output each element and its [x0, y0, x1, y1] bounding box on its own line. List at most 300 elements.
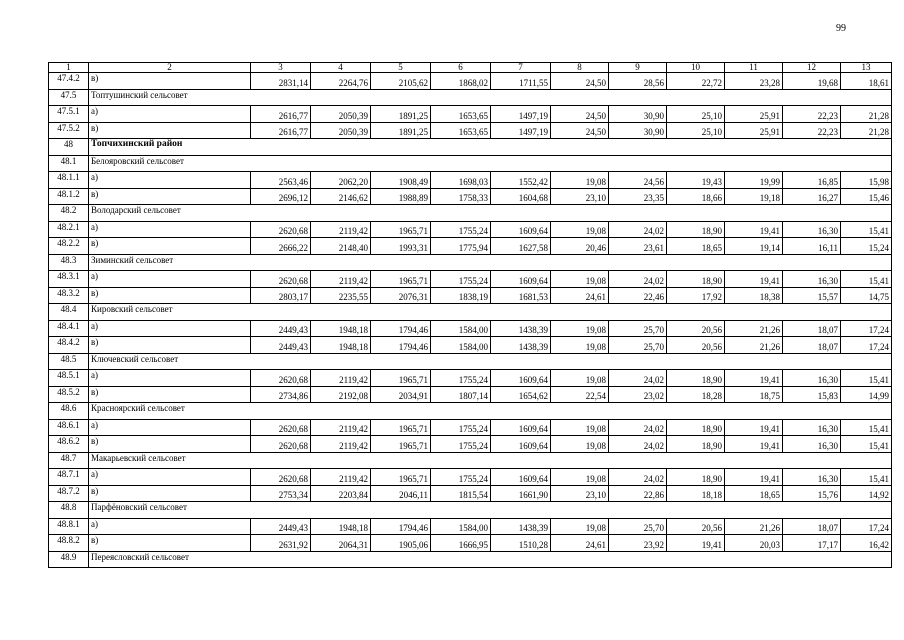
row-code: 48.6.2 — [49, 436, 89, 453]
header-cell: 2 — [89, 63, 251, 73]
value-cell: 1497,19 — [491, 122, 551, 139]
section-title: Переясловский сельсовет — [89, 551, 892, 568]
value-cell: 1794,46 — [371, 320, 431, 337]
value-cell: 2119,42 — [311, 419, 371, 436]
tariff-table — [48, 62, 892, 568]
section-title: Володарский сельсовет — [89, 205, 892, 222]
row-label: а) — [89, 221, 251, 238]
table-row — [49, 469, 892, 486]
value-cell: 22,54 — [551, 386, 609, 403]
value-cell: 18,75 — [725, 386, 783, 403]
value-cell: 25,70 — [609, 518, 667, 535]
value-cell: 14,75 — [841, 287, 892, 304]
value-cell: 24,50 — [551, 106, 609, 123]
value-cell: 18,65 — [725, 485, 783, 502]
value-cell: 19,08 — [551, 436, 609, 453]
value-cell: 2046,11 — [371, 485, 431, 502]
value-cell: 2831,14 — [251, 73, 311, 90]
row-label: в) — [89, 122, 251, 139]
value-cell: 18,90 — [667, 221, 725, 238]
value-cell: 1681,53 — [491, 287, 551, 304]
value-cell: 15,83 — [783, 386, 841, 403]
row-label: в) — [89, 337, 251, 354]
value-cell: 23,10 — [551, 188, 609, 205]
value-cell: 2119,42 — [311, 370, 371, 387]
value-cell: 19,43 — [667, 172, 725, 189]
page-number: 99 — [836, 23, 846, 34]
table-row — [49, 370, 892, 387]
value-cell: 1552,42 — [491, 172, 551, 189]
row-label: а) — [89, 271, 251, 288]
row-code: 48.7.2 — [49, 485, 89, 502]
value-cell: 2064,31 — [311, 535, 371, 552]
value-cell: 2620,68 — [251, 271, 311, 288]
value-cell: 24,50 — [551, 73, 609, 90]
section-title: Кировский сельсовет — [89, 304, 892, 321]
value-cell: 28,56 — [609, 73, 667, 90]
value-cell: 1755,24 — [431, 436, 491, 453]
value-cell: 19,08 — [551, 271, 609, 288]
section-title: Красноярский сельсовет — [89, 403, 892, 420]
value-cell: 1965,71 — [371, 436, 431, 453]
value-cell: 24,02 — [609, 436, 667, 453]
table-row — [49, 89, 892, 106]
value-cell: 2105,62 — [371, 73, 431, 90]
value-cell: 23,35 — [609, 188, 667, 205]
value-cell: 19,14 — [725, 238, 783, 255]
row-label: в) — [89, 386, 251, 403]
value-cell: 1948,18 — [311, 518, 371, 535]
value-cell: 1666,95 — [431, 535, 491, 552]
value-cell: 18,28 — [667, 386, 725, 403]
row-code: 48.3.2 — [49, 287, 89, 304]
value-cell: 1438,39 — [491, 337, 551, 354]
value-cell: 1627,58 — [491, 238, 551, 255]
table-row — [49, 386, 892, 403]
value-cell: 1891,25 — [371, 106, 431, 123]
value-cell: 20,56 — [667, 518, 725, 535]
value-cell: 19,99 — [725, 172, 783, 189]
value-cell: 2119,42 — [311, 436, 371, 453]
value-cell: 23,92 — [609, 535, 667, 552]
value-cell: 2264,76 — [311, 73, 371, 90]
value-cell: 21,26 — [725, 337, 783, 354]
row-code: 48.7 — [49, 452, 89, 469]
value-cell: 2616,77 — [251, 122, 311, 139]
value-cell: 2076,31 — [371, 287, 431, 304]
value-cell: 2696,12 — [251, 188, 311, 205]
value-cell: 25,91 — [725, 122, 783, 139]
table-row — [49, 172, 892, 189]
row-label: в) — [89, 535, 251, 552]
value-cell: 18,90 — [667, 419, 725, 436]
value-cell: 18,66 — [667, 188, 725, 205]
value-cell: 15,41 — [841, 419, 892, 436]
value-cell: 1815,54 — [431, 485, 491, 502]
value-cell: 15,76 — [783, 485, 841, 502]
value-cell: 21,26 — [725, 320, 783, 337]
value-cell: 21,26 — [725, 518, 783, 535]
value-cell: 15,41 — [841, 370, 892, 387]
table-row — [49, 188, 892, 205]
value-cell: 2803,17 — [251, 287, 311, 304]
value-cell: 1948,18 — [311, 320, 371, 337]
value-cell: 19,08 — [551, 172, 609, 189]
row-label: в) — [89, 436, 251, 453]
value-cell: 2235,55 — [311, 287, 371, 304]
value-cell: 16,30 — [783, 271, 841, 288]
value-cell: 16,11 — [783, 238, 841, 255]
header-cell: 3 — [251, 63, 311, 73]
value-cell: 16,27 — [783, 188, 841, 205]
header-cell: 1 — [49, 63, 89, 73]
table-row — [49, 452, 892, 469]
value-cell: 24,02 — [609, 221, 667, 238]
value-cell: 30,90 — [609, 122, 667, 139]
value-cell: 15,41 — [841, 436, 892, 453]
value-cell: 1609,64 — [491, 221, 551, 238]
value-cell: 15,41 — [841, 221, 892, 238]
value-cell: 1755,24 — [431, 271, 491, 288]
row-code: 48.9 — [49, 551, 89, 568]
row-code: 48.7.1 — [49, 469, 89, 486]
value-cell: 1609,64 — [491, 370, 551, 387]
row-code: 48.8.1 — [49, 518, 89, 535]
value-cell: 2563,46 — [251, 172, 311, 189]
value-cell: 19,68 — [783, 73, 841, 90]
row-code: 47.5.2 — [49, 122, 89, 139]
value-cell: 2119,42 — [311, 271, 371, 288]
value-cell: 25,10 — [667, 122, 725, 139]
section-title: Макарьевский сельсовет — [89, 452, 892, 469]
table-row — [49, 436, 892, 453]
value-cell: 1908,49 — [371, 172, 431, 189]
value-cell: 15,57 — [783, 287, 841, 304]
row-code: 48.5.2 — [49, 386, 89, 403]
header-cell: 6 — [431, 63, 491, 73]
value-cell: 1965,71 — [371, 419, 431, 436]
value-cell: 14,92 — [841, 485, 892, 502]
value-cell: 24,61 — [551, 535, 609, 552]
value-cell: 2119,42 — [311, 221, 371, 238]
section-title: Ключевский сельсовет — [89, 353, 892, 370]
value-cell: 17,24 — [841, 518, 892, 535]
value-cell: 1584,00 — [431, 337, 491, 354]
table-row — [49, 337, 892, 354]
value-cell: 1965,71 — [371, 271, 431, 288]
value-cell: 18,38 — [725, 287, 783, 304]
value-cell: 23,02 — [609, 386, 667, 403]
value-cell: 1661,90 — [491, 485, 551, 502]
value-cell: 2034,91 — [371, 386, 431, 403]
value-cell: 1868,02 — [431, 73, 491, 90]
value-cell: 18,61 — [841, 73, 892, 90]
value-cell: 1609,64 — [491, 419, 551, 436]
table-row — [49, 122, 892, 139]
value-cell: 1653,65 — [431, 106, 491, 123]
row-code: 48.8.2 — [49, 535, 89, 552]
value-cell: 1604,68 — [491, 188, 551, 205]
value-cell: 2050,39 — [311, 122, 371, 139]
row-label: в) — [89, 287, 251, 304]
value-cell: 23,61 — [609, 238, 667, 255]
row-code: 48.5 — [49, 353, 89, 370]
value-cell: 18,65 — [667, 238, 725, 255]
section-title: Топтушинский сельсовет — [89, 89, 892, 106]
value-cell: 1891,25 — [371, 122, 431, 139]
section-title: Топчихинский район — [89, 139, 892, 156]
value-cell: 2449,43 — [251, 337, 311, 354]
header-cell: 12 — [783, 63, 841, 73]
value-cell: 22,46 — [609, 287, 667, 304]
table-row — [49, 551, 892, 568]
value-cell: 2620,68 — [251, 370, 311, 387]
value-cell: 2062,20 — [311, 172, 371, 189]
value-cell: 19,41 — [725, 221, 783, 238]
value-cell: 18,90 — [667, 436, 725, 453]
header-cell: 5 — [371, 63, 431, 73]
table-row — [49, 221, 892, 238]
value-cell: 18,90 — [667, 271, 725, 288]
value-cell: 15,98 — [841, 172, 892, 189]
value-cell: 24,02 — [609, 271, 667, 288]
table-row — [49, 73, 892, 90]
table-row — [49, 238, 892, 255]
row-code: 48.6.1 — [49, 419, 89, 436]
value-cell: 1654,62 — [491, 386, 551, 403]
value-cell: 24,50 — [551, 122, 609, 139]
row-label: а) — [89, 172, 251, 189]
value-cell: 2616,77 — [251, 106, 311, 123]
value-cell: 1794,46 — [371, 518, 431, 535]
row-label: в) — [89, 188, 251, 205]
value-cell: 2620,68 — [251, 221, 311, 238]
row-code: 48.4.2 — [49, 337, 89, 354]
table-row — [49, 419, 892, 436]
value-cell: 14,99 — [841, 386, 892, 403]
value-cell: 25,70 — [609, 320, 667, 337]
row-code: 48.3 — [49, 254, 89, 271]
value-cell: 22,23 — [783, 122, 841, 139]
table-header-row — [49, 63, 892, 73]
value-cell: 1438,39 — [491, 518, 551, 535]
table-row — [49, 502, 892, 519]
value-cell: 20,03 — [725, 535, 783, 552]
table-row — [49, 106, 892, 123]
table-row — [49, 254, 892, 271]
value-cell: 1698,03 — [431, 172, 491, 189]
value-cell: 1794,46 — [371, 337, 431, 354]
table-row — [49, 353, 892, 370]
table-row — [49, 535, 892, 552]
value-cell: 16,42 — [841, 535, 892, 552]
row-label: а) — [89, 320, 251, 337]
value-cell: 30,90 — [609, 106, 667, 123]
value-cell: 1584,00 — [431, 518, 491, 535]
row-code: 48.1 — [49, 155, 89, 172]
value-cell: 19,08 — [551, 337, 609, 354]
value-cell: 19,08 — [551, 221, 609, 238]
row-label: а) — [89, 518, 251, 535]
value-cell: 15,41 — [841, 271, 892, 288]
value-cell: 18,90 — [667, 370, 725, 387]
value-cell: 16,30 — [783, 436, 841, 453]
table-row — [49, 403, 892, 420]
table-row — [49, 205, 892, 222]
value-cell: 18,07 — [783, 518, 841, 535]
value-cell: 20,56 — [667, 337, 725, 354]
row-code: 48.1.1 — [49, 172, 89, 189]
value-cell: 1609,64 — [491, 436, 551, 453]
value-cell: 24,02 — [609, 419, 667, 436]
value-cell: 1993,31 — [371, 238, 431, 255]
value-cell: 2203,84 — [311, 485, 371, 502]
row-code: 48 — [49, 139, 89, 156]
table-row — [49, 320, 892, 337]
value-cell: 2620,68 — [251, 436, 311, 453]
row-code: 48.8 — [49, 502, 89, 519]
header-cell: 4 — [311, 63, 371, 73]
row-code: 48.6 — [49, 403, 89, 420]
value-cell: 19,41 — [725, 370, 783, 387]
row-code: 47.5.1 — [49, 106, 89, 123]
value-cell: 1510,28 — [491, 535, 551, 552]
row-code: 48.2 — [49, 205, 89, 222]
row-code: 47.5 — [49, 89, 89, 106]
value-cell: 2192,08 — [311, 386, 371, 403]
row-code: 48.2.1 — [49, 221, 89, 238]
value-cell: 24,02 — [609, 370, 667, 387]
row-label: а) — [89, 419, 251, 436]
value-cell: 1965,71 — [371, 370, 431, 387]
value-cell: 23,28 — [725, 73, 783, 90]
value-cell: 19,41 — [725, 436, 783, 453]
value-cell: 2146,62 — [311, 188, 371, 205]
value-cell: 20,46 — [551, 238, 609, 255]
value-cell: 1775,94 — [431, 238, 491, 255]
value-cell: 1755,24 — [431, 221, 491, 238]
value-cell: 2734,86 — [251, 386, 311, 403]
value-cell: 16,30 — [783, 221, 841, 238]
value-cell: 2119,42 — [311, 469, 371, 486]
value-cell: 22,23 — [783, 106, 841, 123]
value-cell: 16,30 — [783, 370, 841, 387]
value-cell: 15,46 — [841, 188, 892, 205]
value-cell: 19,08 — [551, 419, 609, 436]
row-label: а) — [89, 469, 251, 486]
value-cell: 15,41 — [841, 469, 892, 486]
value-cell: 1653,65 — [431, 122, 491, 139]
value-cell: 1758,33 — [431, 188, 491, 205]
value-cell: 22,72 — [667, 73, 725, 90]
row-label: в) — [89, 238, 251, 255]
row-code: 48.3.1 — [49, 271, 89, 288]
value-cell: 1609,64 — [491, 271, 551, 288]
value-cell: 1965,71 — [371, 221, 431, 238]
value-cell: 15,24 — [841, 238, 892, 255]
value-cell: 25,10 — [667, 106, 725, 123]
value-cell: 19,08 — [551, 370, 609, 387]
table-row — [49, 518, 892, 535]
header-cell: 7 — [491, 63, 551, 73]
value-cell: 1755,24 — [431, 419, 491, 436]
section-title: Парфёновский сельсовет — [89, 502, 892, 519]
value-cell: 1948,18 — [311, 337, 371, 354]
value-cell: 19,08 — [551, 469, 609, 486]
value-cell: 19,41 — [725, 271, 783, 288]
row-code: 48.4.1 — [49, 320, 89, 337]
value-cell: 2631,92 — [251, 535, 311, 552]
value-cell: 19,41 — [667, 535, 725, 552]
table-row — [49, 304, 892, 321]
table-row — [49, 287, 892, 304]
value-cell: 24,02 — [609, 469, 667, 486]
value-cell: 2449,43 — [251, 320, 311, 337]
table-body — [49, 63, 892, 568]
row-label: а) — [89, 370, 251, 387]
value-cell: 1905,06 — [371, 535, 431, 552]
value-cell: 1838,19 — [431, 287, 491, 304]
row-code: 48.1.2 — [49, 188, 89, 205]
value-cell: 2148,40 — [311, 238, 371, 255]
value-cell: 2449,43 — [251, 518, 311, 535]
table-row — [49, 485, 892, 502]
row-label: в) — [89, 73, 251, 90]
row-label: а) — [89, 106, 251, 123]
value-cell: 2050,39 — [311, 106, 371, 123]
table-row — [49, 139, 892, 156]
value-cell: 2620,68 — [251, 419, 311, 436]
row-code: 48.5.1 — [49, 370, 89, 387]
value-cell: 17,24 — [841, 320, 892, 337]
value-cell: 17,24 — [841, 337, 892, 354]
value-cell: 2753,34 — [251, 485, 311, 502]
header-cell: 8 — [551, 63, 609, 73]
value-cell: 16,30 — [783, 419, 841, 436]
section-title: Белояровский сельсовет — [89, 155, 892, 172]
header-cell: 13 — [841, 63, 892, 73]
value-cell: 1988,89 — [371, 188, 431, 205]
value-cell: 24,61 — [551, 287, 609, 304]
header-cell: 11 — [725, 63, 783, 73]
header-cell: 9 — [609, 63, 667, 73]
table-row — [49, 271, 892, 288]
value-cell: 19,18 — [725, 188, 783, 205]
value-cell: 21,28 — [841, 106, 892, 123]
value-cell: 21,28 — [841, 122, 892, 139]
value-cell: 19,41 — [725, 419, 783, 436]
value-cell: 18,18 — [667, 485, 725, 502]
value-cell: 2666,22 — [251, 238, 311, 255]
value-cell: 1497,19 — [491, 106, 551, 123]
value-cell: 20,56 — [667, 320, 725, 337]
value-cell: 17,92 — [667, 287, 725, 304]
value-cell: 19,08 — [551, 518, 609, 535]
value-cell: 25,70 — [609, 337, 667, 354]
value-cell: 1755,24 — [431, 469, 491, 486]
value-cell: 1609,64 — [491, 469, 551, 486]
header-cell: 10 — [667, 63, 725, 73]
value-cell: 18,90 — [667, 469, 725, 486]
value-cell: 1584,00 — [431, 320, 491, 337]
row-code: 48.2.2 — [49, 238, 89, 255]
value-cell: 22,86 — [609, 485, 667, 502]
value-cell: 1807,14 — [431, 386, 491, 403]
value-cell: 18,07 — [783, 337, 841, 354]
value-cell: 17,17 — [783, 535, 841, 552]
value-cell: 24,56 — [609, 172, 667, 189]
table-row — [49, 155, 892, 172]
